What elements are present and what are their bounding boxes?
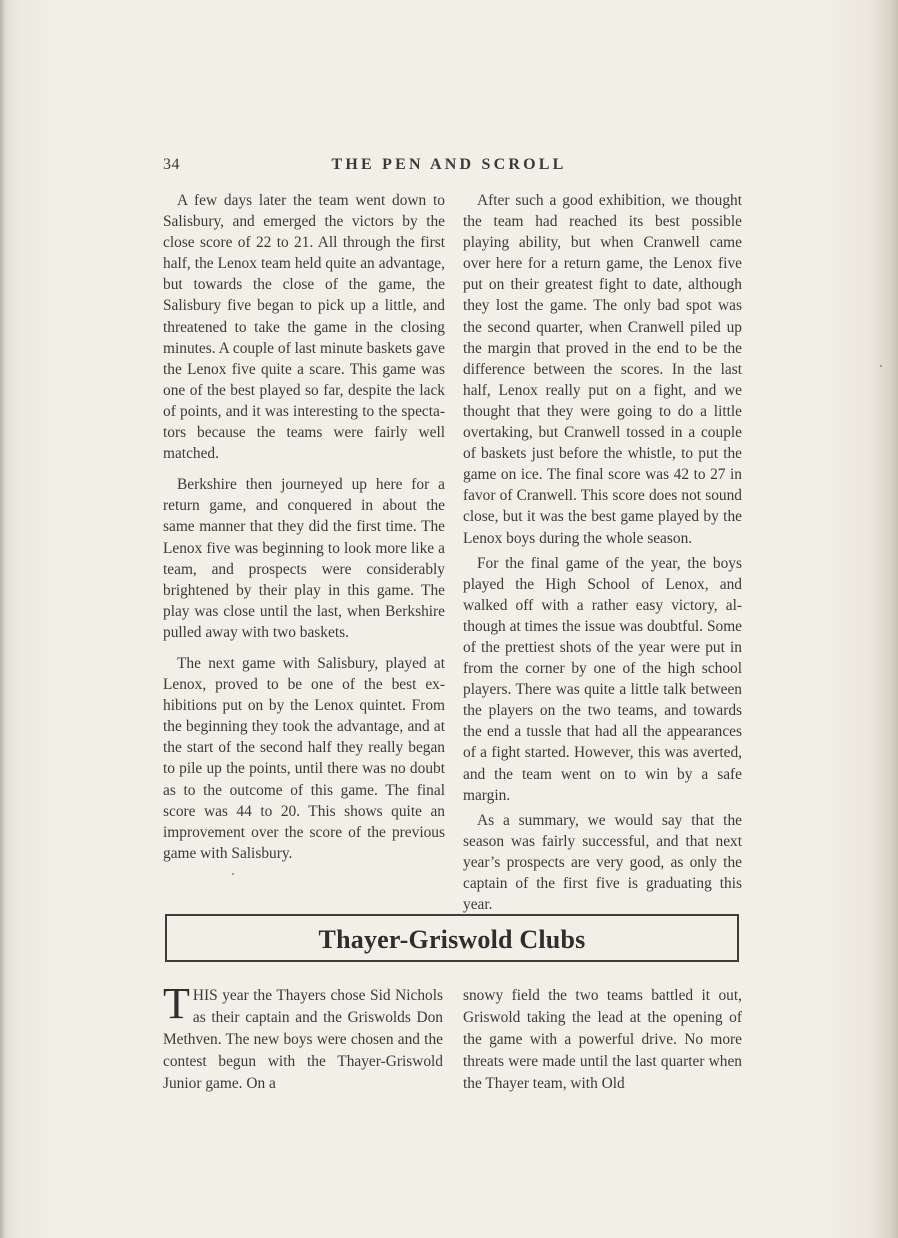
paragraph: The next game with Salisbury, played at Lenox, proved to be one of the best exhibitions put on by the Lenox quintet. From the beginning they took the advantage, and at the start of the second half they really began to pile up the points, until there was no doubt as to the outcome of this game. The final score was 44 to 20. This shows quite an improvement over the score of the previous game with Salisbury. [163, 654, 445, 862]
drop-cap: T [163, 979, 190, 1028]
paragraph: A few days later the team went down to Salisbury, and emerged the victors by the close score of 22 to 21. All through the first half, the Lenox team held quite an advantage, but towards the close of the game, the Salisbury five began to pick up a little, and threatened to take the game in the closing minutes. A couple of last minute baskets gave the Lenox five quite a scare. This game was one of the best played so far, despite the lack of points, and it was interesting to the spectators because the teams were fairly well matched. [163, 192, 445, 463]
page-spine-shadow [0, 0, 6, 1238]
section-left-column [163, 979, 443, 1095]
section-heading-box [165, 914, 739, 962]
section-paragraph [463, 985, 742, 1095]
paper-speck [232, 873, 234, 875]
paragraph: As a summary, we would say that the season was fairly successful, and that next year’s prospects are very good, as only the captain of the first five is graduating this year. [463, 811, 742, 914]
page-number: 34 [163, 156, 180, 173]
section-title: Thayer-Griswold Clubs [318, 925, 586, 954]
article-right-column [463, 190, 742, 915]
paper-speck [880, 365, 882, 367]
paragraph: After such a good exhibition, we thought the team had reached its best possible playing ability, but when Cranwell came over here for a return game, the Lenox five put on their greatest fight to date, although they lost the game. The only bad spot was the second quarter, when Cranwell piled up the margin that proved in the end to be the difference between the scores. In the last half, Lenox really put on a fight, and we thought that they were going to do a little overtaking, but Cranwell tossed in a couple of baskets just before the whistle, to put the game on ice. The final score was 42 to 27 in favor of Cranwell. This score does not sound close, but it was the best game played by the Lenox boys during the whole season. [463, 192, 742, 547]
paragraph: Berkshire then journeyed up here for a return game, and conquered in about the same manner that they did the first time. The Lenox five was beginning to look more like a team, and prospects were considerably brightened by their play in this game. The play was close until the last, when Berkshire pulled away with two baskets. [163, 476, 445, 641]
section-right-text: snowy field the two teams battled it out, Griswold taking the lead at the opening of the game with a powerful drive. No more threats were made until the last quarter when the Thayer team, with Old [463, 987, 742, 1092]
section-paragraph [163, 979, 443, 1095]
section-left-text: HIS year the Thayers chose Sid Nichols as their captain and the Griswolds Don Methven. The new boys were chosen and the contest begun with the Thayer-Griswold Junior game. On a [163, 987, 443, 1092]
section-right-column [463, 985, 742, 1095]
paragraph: For the final game of the year, the boys played the High School of Lenox, and walked off with a rather easy victory, although at times the issue was doubtful. Some of the prettiest shots of the year were put in from the corner by one of the high school players. There was quite a little talk between the players on the two teams, and towards the end a tussle that had all the appearances of a fight started. However, this was averted, and the team went on to win by a safe margin. [463, 554, 742, 804]
running-title: THE PEN AND SCROLL [331, 156, 567, 173]
article-left-column [163, 190, 445, 864]
